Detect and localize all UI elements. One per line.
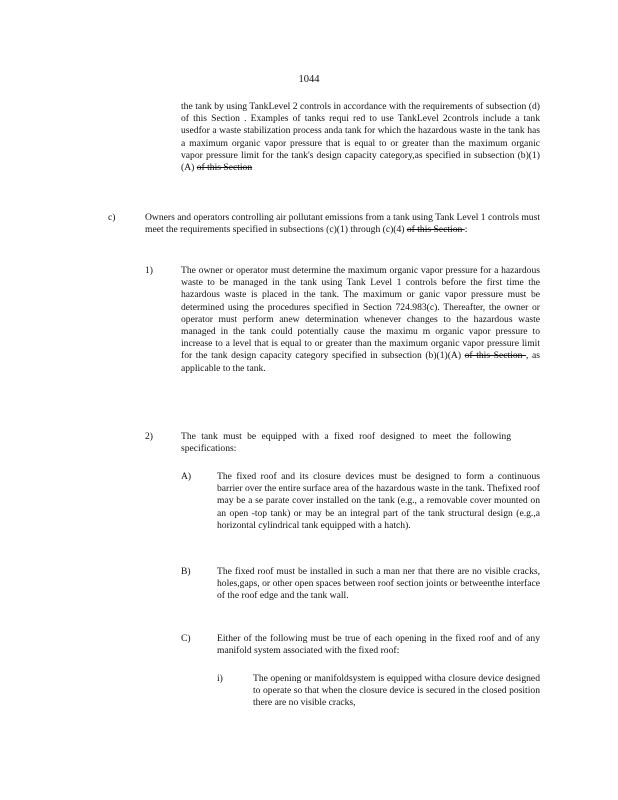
paragraph-c1-text: The owner or operator must determine the maximum organic vapor pressure for a hazardous waste to be managed in the tank using Tank Level 1 controls before the first time the hazardous waste is placed in the tank. The maximum or ganic vapor pressure must be determined using the procedures specified in Section 724.983(c). Thereafter, the owner or operator must perform anew determination whenever changes to the hazardous waste managed in the tank could potentially cause the maximu m organic vapor pressure to increase to a level that is equal to or greater than the maximum organic vapor pressure limit for the tank design capacity category specified in subsection (b)(1)(A) — [181, 265, 540, 362]
label-A: A) — [181, 471, 192, 482]
page-number: 1044 — [298, 74, 320, 85]
label-c: c) — [108, 212, 116, 223]
paragraph-intro — [181, 101, 540, 174]
paragraph-B: The fixed roof must be installed in such a man ner that there are no visible cracks, holes,gaps, or other open spaces between roof section joints or betweenthe interface of the roof edge and the tank wall. — [217, 566, 540, 602]
label-c1: 1) — [145, 265, 153, 276]
paragraph-intro-text: the tank by using TankLevel 2 controls in accordance with the requirements of subsection (d) of this Section . Examples of tanks requi red to use TankLevel 2controls include a tank usedfor a waste stabilization process anda tank for which the hazardous waste in the tank has a maximum organic vapor pressure that is equal to or greater than the maximum organic vapor pressure limit for the tank's design capacity category,as specified in subsection (b)(1)(A) — [181, 101, 540, 174]
paragraph-C: Either of the following must be true of each opening in the fixed roof and of any manifold system associated with the fixed roof: — [217, 633, 540, 657]
paragraph-c-text: Owners and operators controlling air pollutant emissions from a tank using Tank Level 1 controls must meet the requirements specified in subsections (c)(1) through (c)(4) — [145, 212, 540, 236]
paragraph-c-tail: : — [464, 224, 468, 236]
struck-text: of this Section — [406, 224, 465, 236]
struck-text: of this Section — [464, 350, 527, 362]
paragraph-c1 — [181, 265, 540, 375]
paragraph-A: The fixed roof and its closure devices must be designed to form a continuous barrier over the entire surface area of the hazardous waste in the tank. Thefixed roof may be a se parate cover installed on the tank (e.g., a removable cover mounted on an open -top tank) or may be an integral part of the tank structural design (e.g.,a horizontal cylindrical tank equipped with a hatch). — [217, 471, 540, 531]
label-C: C) — [181, 633, 191, 644]
paragraph-i: The opening or manifoldsystem is equipped witha closure device designed to operate so that when the closure device is secured in the closed position there are no visible cracks, — [253, 673, 540, 709]
struck-text: of this Section — [196, 162, 253, 174]
label-B: B) — [181, 566, 191, 577]
label-i: i) — [217, 673, 223, 684]
label-c2: 2) — [145, 431, 153, 442]
paragraph-c — [145, 212, 540, 236]
paragraph-c1-tail: , as applicable to the tank. — [181, 350, 540, 374]
paragraph-c2: The tank must be equipped with a fixed roof designed to meet the following specifications: — [181, 431, 511, 455]
